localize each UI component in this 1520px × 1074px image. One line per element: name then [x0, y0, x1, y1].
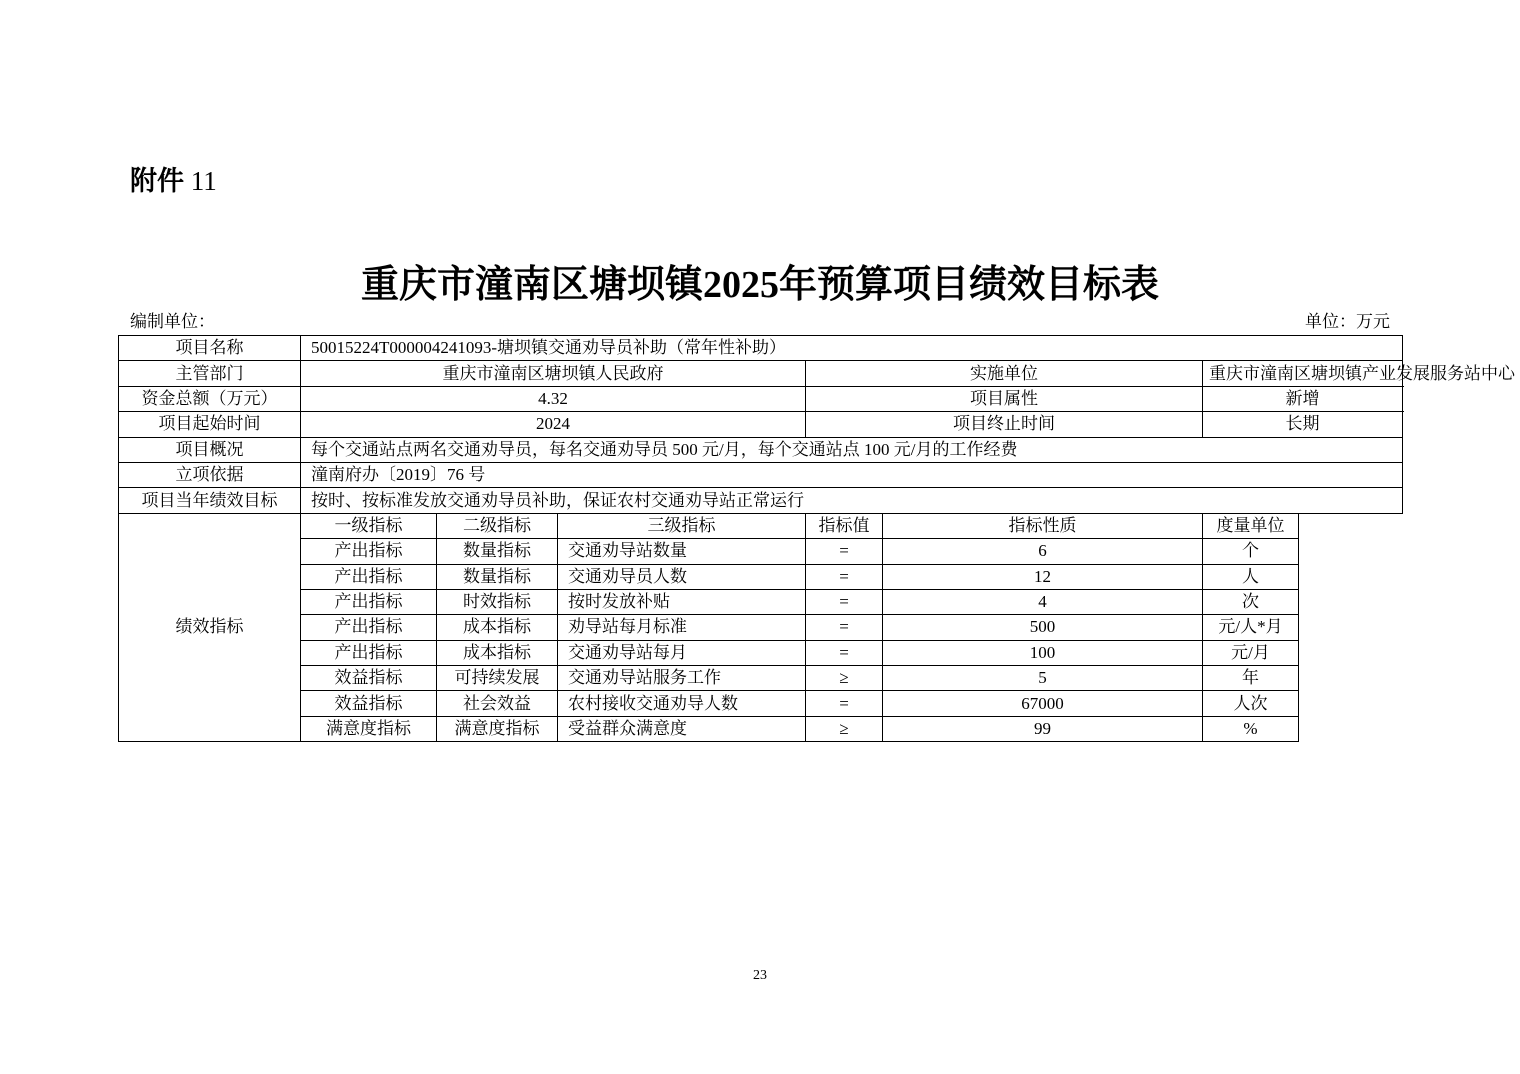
perf-cell: 99 — [883, 716, 1203, 741]
project-name-value: 50015224T000004241093-塘坝镇交通劝导员补助（常年性补助） — [301, 336, 1403, 361]
perf-cell: 成本指标 — [437, 615, 558, 640]
perf-cell: 数量指标 — [437, 564, 558, 589]
perf-cell: 成本指标 — [437, 640, 558, 665]
perf-row — [119, 615, 1403, 640]
impl-unit-value: 重庆市潼南区塘坝镇产业发展服务站中心 — [1203, 361, 1403, 386]
perf-cell: 时效指标 — [437, 589, 558, 614]
perf-cell: = — [806, 640, 883, 665]
perf-cell: 产出指标 — [301, 615, 437, 640]
perf-cell: = — [806, 615, 883, 640]
perf-cell: 交通劝导员人数 — [558, 564, 806, 589]
perf-cell: ≥ — [806, 666, 883, 691]
unit-label: 单位：万元 — [1305, 312, 1390, 331]
perf-row — [119, 666, 1403, 691]
fund-value: 4.32 — [301, 386, 806, 411]
perf-cell: = — [806, 564, 883, 589]
org-label: 编制单位： — [130, 312, 215, 331]
perf-row — [119, 716, 1403, 741]
perf-row — [119, 640, 1403, 665]
perf-header-cell: 指标值 — [806, 513, 883, 538]
dept-label: 主管部门 — [119, 361, 301, 386]
perf-header-cell: 度量单位 — [1203, 513, 1299, 538]
perf-cell: 产出指标 — [301, 539, 437, 564]
attr-value: 新增 — [1203, 386, 1403, 411]
perf-header-cell: 指标性质 — [883, 513, 1203, 538]
attachment-heading — [130, 164, 217, 199]
perf-cell: 产出指标 — [301, 589, 437, 614]
perf-cell: 5 — [883, 666, 1203, 691]
perf-cell: 人 — [1203, 564, 1299, 589]
overview-label: 项目概况 — [119, 437, 301, 462]
perf-cell: 农村接收交通劝导人数 — [558, 691, 806, 716]
perf-cell: 受益群众满意度 — [558, 716, 806, 741]
perf-cell: 次 — [1203, 589, 1299, 614]
overview-value: 每个交通站点两名交通劝导员，每名交通劝导员 500 元/月，每个交通站点 100 元/月的工作经费 — [301, 437, 1403, 462]
table-body — [119, 336, 1515, 742]
perf-cell: 效益指标 — [301, 666, 437, 691]
goal-label: 项目当年绩效目标 — [119, 488, 301, 513]
page-number: 23 — [753, 968, 767, 983]
perf-cell: 满意度指标 — [301, 716, 437, 741]
goal-value: 按时、按标准发放交通劝导员补助，保证农村交通劝导站正常运行 — [301, 488, 1403, 513]
perf-cell: 满意度指标 — [437, 716, 558, 741]
perf-cell: 可持续发展 — [437, 666, 558, 691]
basis-label: 立项依据 — [119, 462, 301, 487]
fund-label: 资金总额（万元） — [119, 386, 301, 411]
end-value: 长期 — [1203, 412, 1403, 437]
perf-header-cell: 三级指标 — [558, 513, 806, 538]
dept-value: 重庆市潼南区塘坝镇人民政府 — [301, 361, 806, 386]
basis-value: 潼南府办〔2019〕76 号 — [301, 462, 1403, 487]
perf-cell: 4 — [883, 589, 1203, 614]
perf-cell: 500 — [883, 615, 1203, 640]
perf-cell: 产出指标 — [301, 640, 437, 665]
perf-header-cell: 一级指标 — [301, 513, 437, 538]
perf-row — [119, 564, 1403, 589]
perf-cell: 12 — [883, 564, 1203, 589]
performance-target-table — [118, 335, 1515, 742]
perf-cell: 交通劝导站服务工作 — [558, 666, 806, 691]
project-name-label: 项目名称 — [119, 336, 301, 361]
perf-header-row — [119, 513, 1403, 538]
impl-unit-label: 实施单位 — [806, 361, 1203, 386]
attr-label: 项目属性 — [806, 386, 1203, 411]
perf-cell: 年 — [1203, 666, 1299, 691]
row-project-name — [119, 336, 1403, 361]
row-goal — [119, 488, 1403, 513]
perf-cell: % — [1203, 716, 1299, 741]
perf-row — [119, 589, 1403, 614]
perf-cell: 人次 — [1203, 691, 1299, 716]
perf-cell: = — [806, 589, 883, 614]
perf-cell: = — [806, 539, 883, 564]
row-time — [119, 412, 1403, 437]
row-fund — [119, 386, 1403, 411]
perf-cell: 个 — [1203, 539, 1299, 564]
perf-cell: 100 — [883, 640, 1203, 665]
perf-cell: 元/人*月 — [1203, 615, 1299, 640]
perf-cell: 劝导站每月标准 — [558, 615, 806, 640]
perf-cell: 数量指标 — [437, 539, 558, 564]
perf-cell: 6 — [883, 539, 1203, 564]
perf-row — [119, 691, 1403, 716]
row-overview — [119, 437, 1403, 462]
start-value: 2024 — [301, 412, 806, 437]
end-label: 项目终止时间 — [806, 412, 1203, 437]
perf-cell: = — [806, 691, 883, 716]
perf-header-cell: 二级指标 — [437, 513, 558, 538]
perf-cell: 效益指标 — [301, 691, 437, 716]
perf-row — [119, 539, 1403, 564]
perf-cell: 交通劝导站每月 — [558, 640, 806, 665]
perf-cell: 元/月 — [1203, 640, 1299, 665]
start-label: 项目起始时间 — [119, 412, 301, 437]
row-basis — [119, 462, 1403, 487]
attachment-number: 11 — [190, 166, 217, 196]
attachment-label: 附件 — [130, 166, 184, 197]
perf-label: 绩效指标 — [119, 513, 301, 742]
perf-cell: 交通劝导站数量 — [558, 539, 806, 564]
perf-cell: ≥ — [806, 716, 883, 741]
perf-cell: 按时发放补贴 — [558, 589, 806, 614]
perf-cell: 67000 — [883, 691, 1203, 716]
row-department — [119, 361, 1403, 386]
perf-cell: 社会效益 — [437, 691, 558, 716]
document-title: 重庆市潼南区塘坝镇2025年预算项目绩效目标表 — [360, 264, 1159, 306]
perf-cell: 产出指标 — [301, 564, 437, 589]
